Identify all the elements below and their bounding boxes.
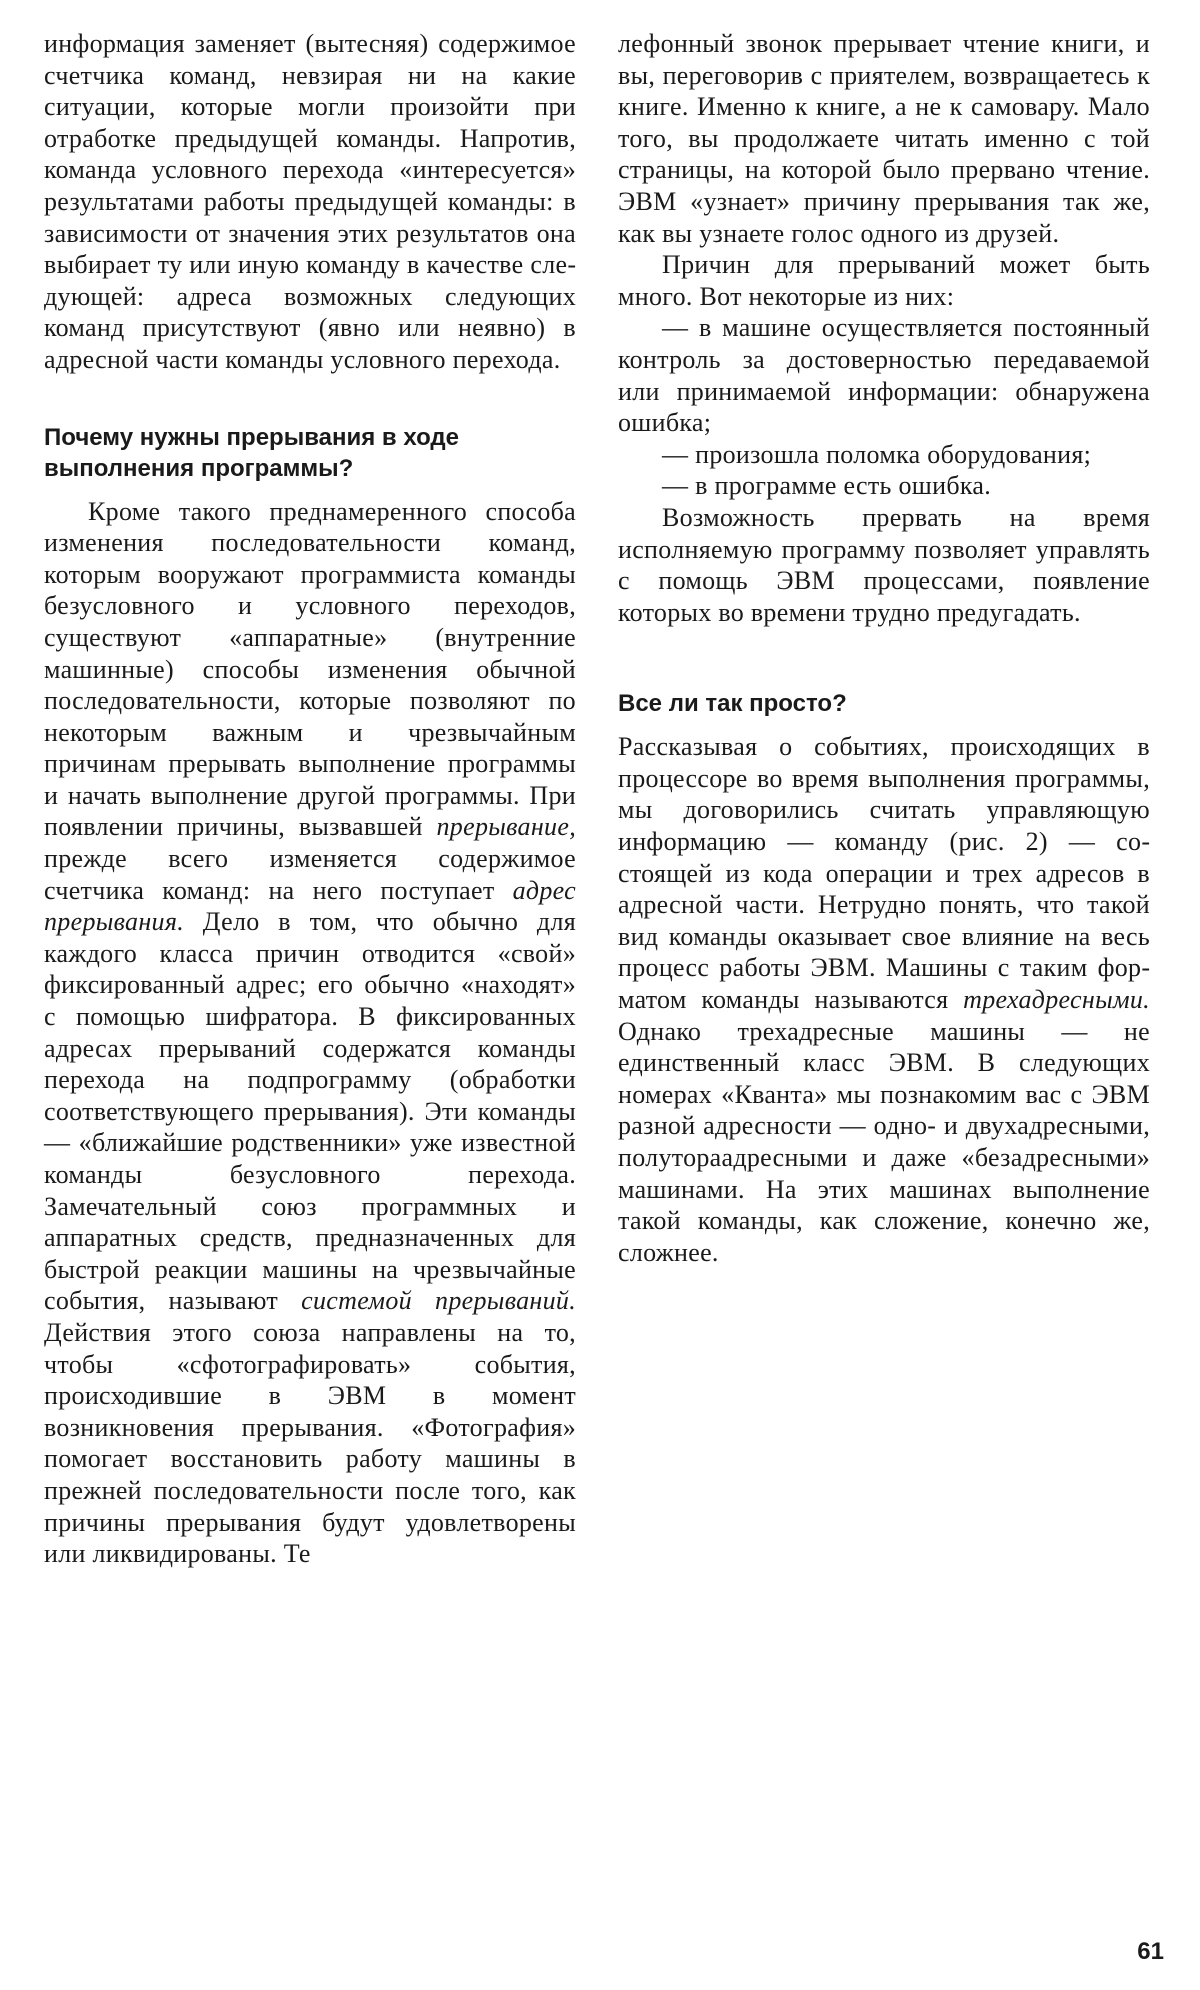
left-paragraph-2 — [44, 496, 576, 1570]
right-paragraph-2: Причин для прерываний может быть много. Вот некоторые из них: — [618, 250, 1150, 311]
text-run: Кроме такого преднамеренного способа изменения последовательности команд, которым вооружают программиста команды безусловного и условного переходов, существуют «аппаратные» (внутренние машинные) способы изменения обычной последовательности, которые позволяют по некоторым важным и чрезвычайным причинам прерывать выполнение программы и начать выполнение другой программы. При появлении причины, вызвавшей — [44, 496, 576, 842]
left-paragraph-1: информация заменяет (вытесняя) содержимое счетчика команд, невзирая ни на какие ситуации, которые могли произойти при отработке предыдущей команды. Напротив, команда условного перехода «интересуется» результатами работы предыдущей команды: в зависимости от значения этих результатов она выбирает ту или иную команду в качестве следующей: адреса возможных следующих команд присутствуют (явно или неявно) в адресной части команды условного перехода. — [44, 29, 576, 374]
italic-term-three-address: трехадресными. — [963, 985, 1150, 1015]
list-item-2: — произошла поломка оборудования; — [662, 439, 1092, 469]
left-column — [44, 28, 576, 1570]
italic-term-interrupt: прерывание, — [436, 812, 576, 842]
text-run: Действия этого союза направлены на то, чтобы «сфотографировать» события, происходившие в ЭВМ в момент возникновения прерывания. «Фотография» помогает восстановить работу машины в прежней последовательности после того, как причины прерывания будут удовлетворены или ликвидированы. Те — [44, 1317, 576, 1569]
italic-term-interrupt-system: системой прерываний. — [301, 1286, 577, 1316]
right-paragraph-3: Возможность прервать на время исполняемую программу позволяет управлять с помощь ЭВМ процессами, появление которых во времени трудно предугадать. — [618, 502, 1150, 627]
italic-term-interrupt-address: адрес прерывания. — [44, 875, 576, 937]
text-run: прежде всего изменяется содержимое счетчика команд: на него поступает — [44, 844, 576, 905]
text-run: Однако трехадресные машины — не единственный класс ЭВМ. В следующих номерах «Кванта» мы познакомим вас с ЭВМ разной адресности — одно- и двухадресными, полутораадресными и даже «безадресными» машинами. На этих машинах выполнение такой команды, как сложение, конечно же, сложнее. — [618, 1016, 1150, 1267]
page-number: 61 — [1137, 1938, 1164, 1965]
list-item-3: — в программе есть ошибка. — [662, 471, 992, 501]
section-heading-interrupts: Почему нужны прерывания в ходе выполнения программы? — [44, 423, 460, 482]
text-run: Рассказывая о событиях, происходящих в процессоре во время выполнения программы, мы договорились считать управляющую информацию — команду (рис. 2) — состоящей из кода операции и трех адресов в адресной части. Нетрудно понять, что такой вид команды оказывает свое влияние на весь процесс работы ЭВМ. Машины с таким форматом команды называются — [618, 732, 1150, 1015]
right-column — [618, 28, 1150, 1268]
section-heading-simple: Все ли так просто? — [618, 690, 847, 718]
text-run: Дело в том, что обычно для каждого класса причин отводится «свой» фиксированный адрес; его обычно «находят» с помощью шифратора. В фиксированных адресах прерываний содержатся команды перехода на подпрограмму (обработки соответствующего прерывания). Эти команды — «ближайшие родственники» уже известной команды безусловного перехода. Замечательный союз программных и аппаратных средств, предназначенных для быстрой реакции машины на чрезвычайные события, называют — [44, 907, 576, 1316]
right-paragraph-4 — [618, 731, 1150, 1268]
list-item-1: — в машине осуществляется постоянный контроль за достоверностью передаваемой или принимаемой информации: обнаружена ошибка; — [618, 313, 1150, 438]
right-paragraph-1: лефонный звонок прерывает чтение книги, и вы, переговорив с приятелем, возвращаетесь к книге. Именно к книге, а не к самовару. Мало того, вы продолжаете читать именно с той страницы, на которой было прервано чтение. ЭВМ «узнает» причину прерывания так же, как вы узнаете голос одного из друзей. — [618, 29, 1150, 248]
